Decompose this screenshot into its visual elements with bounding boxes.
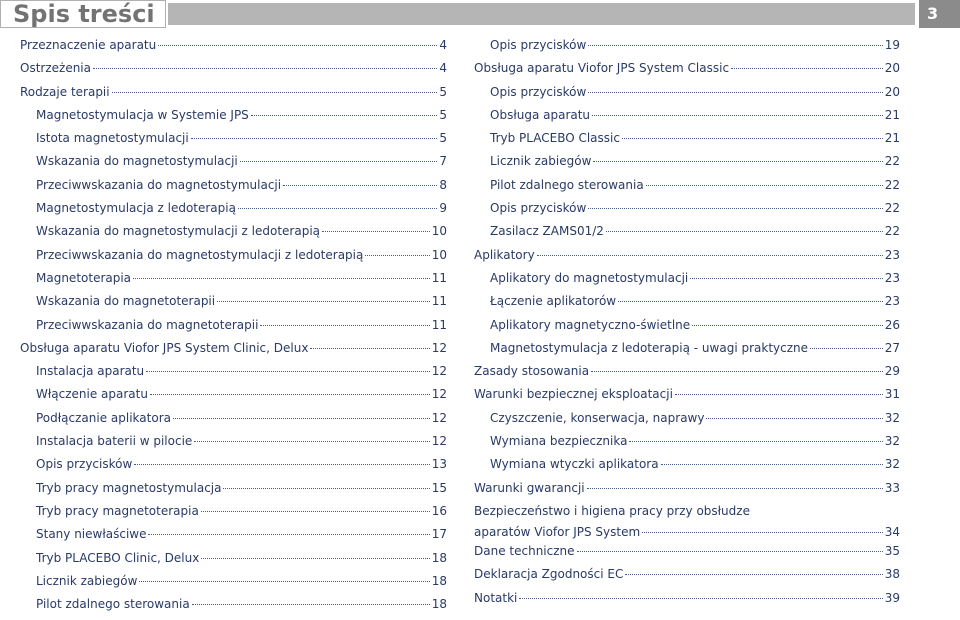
toc-entry[interactable] <box>474 434 900 457</box>
toc-entry[interactable] <box>474 364 900 387</box>
dot-leader <box>240 161 438 162</box>
toc-entry-title: Aplikatory do magnetostymulacji <box>490 270 689 285</box>
toc-entry[interactable] <box>20 248 447 271</box>
dot-leader <box>588 45 882 46</box>
toc-entry[interactable] <box>20 387 447 410</box>
toc-entry-title: Przeciwwskazania do magnetostymulacji <box>36 177 282 192</box>
toc-entry-page: 12 <box>431 340 447 355</box>
toc-entry[interactable] <box>474 457 900 480</box>
toc-entry-title: Bezpieczeństwo i higiena pracy przy obsłudze <box>474 503 750 518</box>
toc-entry-title: Notatki <box>474 590 518 605</box>
toc-entry[interactable] <box>474 387 900 410</box>
toc-entry-title: Rodzaje terapii <box>20 84 110 99</box>
dot-leader <box>238 208 437 209</box>
toc-entry[interactable] <box>20 271 447 294</box>
dot-leader <box>622 138 883 139</box>
toc-entry[interactable] <box>474 61 900 84</box>
toc-entry[interactable] <box>20 411 447 434</box>
toc-entry-page: 35 <box>884 543 900 558</box>
dot-leader <box>593 161 882 162</box>
toc-entry-page: 17 <box>431 527 447 542</box>
toc-entry[interactable] <box>474 341 900 364</box>
dot-leader <box>217 301 430 302</box>
dot-leader <box>692 325 883 326</box>
toc-entry[interactable] <box>474 85 900 108</box>
toc-entry-page: 32 <box>884 410 900 425</box>
toc-entry-title: Pilot zdalnego sterowania <box>490 177 644 192</box>
toc-entry-title: Pilot zdalnego sterowania <box>36 597 190 612</box>
toc-entry-title: Tryb pracy magnetostymulacja <box>36 480 222 495</box>
toc-entry-page: 10 <box>431 224 447 239</box>
toc-entry-title: Zasilacz ZAMS01/2 <box>490 224 604 239</box>
toc-entry-page: 33 <box>884 480 900 495</box>
toc-entry-page: 32 <box>884 434 900 449</box>
toc-entry-page: 11 <box>431 294 447 309</box>
toc-entry-title: Tryb PLACEBO Clinic, Delux <box>36 550 200 565</box>
toc-right-column <box>474 38 900 614</box>
toc-entry[interactable] <box>20 364 447 387</box>
toc-entry[interactable] <box>20 178 447 201</box>
toc-entry-page: 8 <box>439 177 447 192</box>
toc-entry-page: 26 <box>884 317 900 332</box>
toc-entry-page: 11 <box>431 317 447 332</box>
toc-entry-title: Instalacja baterii w pilocie <box>36 434 193 449</box>
toc-entry-title: Magnetoterapia <box>36 270 132 285</box>
toc-entry-page: 39 <box>884 590 900 605</box>
toc-entry-title: Opis przycisków <box>36 457 133 472</box>
toc-entry-title: Podłączanie aplikatora <box>36 410 171 425</box>
toc-entry[interactable] <box>474 294 900 317</box>
toc-entry[interactable] <box>20 294 447 317</box>
toc-entry-title: Opis przycisków <box>490 84 587 99</box>
dot-leader <box>625 574 882 575</box>
toc-entry-title: Tryb pracy magnetoterapia <box>36 503 199 518</box>
dot-leader <box>365 255 429 256</box>
toc-entry[interactable] <box>20 61 447 84</box>
toc-entry[interactable] <box>20 574 447 597</box>
toc-entry-title: Magnetostymulacja w Systemie JPS <box>36 107 249 122</box>
dot-leader <box>731 68 883 69</box>
toc-entry-page: 12 <box>431 434 447 449</box>
dot-leader <box>537 255 883 256</box>
toc-entry-page: 11 <box>431 270 447 285</box>
toc-entry-page: 4 <box>439 61 447 76</box>
toc-entry-title: Dane techniczne <box>474 543 575 558</box>
dot-leader <box>139 581 429 582</box>
toc-entry-title: Łączenie aplikatorów <box>490 294 617 309</box>
toc-entry-page: 5 <box>439 107 447 122</box>
header-bar <box>168 3 915 25</box>
dot-leader <box>223 488 429 489</box>
dot-leader <box>661 464 883 465</box>
toc-entry-page: 23 <box>884 247 900 262</box>
toc-entry-title: Deklaracja Zgodności EC <box>474 567 624 582</box>
toc-entry-page: 13 <box>431 457 447 472</box>
dot-leader <box>112 92 438 93</box>
toc-entry[interactable] <box>474 108 900 131</box>
toc-entry-title: Magnetostymulacja z ledoterapią <box>36 201 236 216</box>
dot-leader <box>158 45 437 46</box>
dot-leader <box>810 348 883 349</box>
toc-entry[interactable] <box>474 271 900 294</box>
toc-entry[interactable] <box>20 318 447 341</box>
toc-entry-page: 27 <box>884 340 900 355</box>
toc-entry-page: 22 <box>884 201 900 216</box>
dot-leader <box>173 418 430 419</box>
toc-entry[interactable] <box>20 38 447 61</box>
toc-entry[interactable] <box>474 567 900 590</box>
dot-leader <box>588 92 882 93</box>
dot-leader <box>150 394 430 395</box>
toc-entry-page: 22 <box>884 224 900 239</box>
page-title: Spis treści <box>0 0 166 28</box>
toc-entry-title: Przeciwwskazania do magnetostymulacji z ledoterapią <box>36 247 364 262</box>
toc-entry[interactable] <box>20 154 447 177</box>
toc-entry-title: Opis przycisków <box>490 38 587 52</box>
dot-leader <box>591 371 883 372</box>
dot-leader <box>675 394 883 395</box>
toc-entry-title: Aplikatory <box>474 247 535 262</box>
dot-leader <box>629 441 882 442</box>
toc-entry-title-line2: aparatów Viofor JPS System <box>474 524 641 539</box>
toc-entry-title: Magnetostymulacja z ledoterapią - uwagi praktyczne <box>490 340 809 355</box>
toc-entry[interactable] <box>20 341 447 364</box>
toc-entry-title: Warunki bezpiecznej eksploatacji <box>474 387 673 402</box>
toc-entry-title: Obsługa aparatu <box>490 107 591 122</box>
toc-entry-page: 4 <box>439 38 447 52</box>
toc-left-column <box>20 38 447 620</box>
dot-leader <box>133 278 430 279</box>
toc-entry-title: Warunki gwarancji <box>474 480 585 495</box>
toc-entry-page: 12 <box>431 410 447 425</box>
dot-leader <box>146 371 430 372</box>
toc-entry-title: Wymiana bezpiecznika <box>490 434 628 449</box>
toc-entry-title: Włączenie aparatu <box>36 387 148 402</box>
dot-leader <box>646 185 883 186</box>
toc-entry[interactable] <box>474 178 900 201</box>
toc-entry[interactable] <box>20 85 447 108</box>
toc-entry-page: 15 <box>431 480 447 495</box>
toc-entry-page: 5 <box>439 131 447 146</box>
toc-entry[interactable] <box>474 224 900 247</box>
toc-entry-title: Przeciwwskazania do magnetoterapii <box>36 317 259 332</box>
toc-entry-page: 22 <box>884 154 900 169</box>
toc-entry[interactable] <box>20 108 447 131</box>
toc-entry-page: 20 <box>884 84 900 99</box>
page-number: 3 <box>919 0 960 28</box>
toc-entry-page: 22 <box>884 177 900 192</box>
toc-entry-page: 34 <box>884 524 900 539</box>
toc-entry-page: 29 <box>884 364 900 379</box>
toc-entry[interactable] <box>474 481 900 504</box>
toc-entry-title: Czyszczenie, konserwacja, naprawy <box>490 410 705 425</box>
toc-entry[interactable] <box>20 527 447 550</box>
dot-leader <box>519 598 882 599</box>
dot-leader <box>606 231 883 232</box>
toc-entry[interactable] <box>474 411 900 434</box>
toc-entry-page: 19 <box>884 38 900 52</box>
toc-entry-page: 38 <box>884 567 900 582</box>
toc-entry[interactable] <box>20 434 447 457</box>
toc-entry[interactable] <box>20 597 447 620</box>
toc-entry-page: 16 <box>431 503 447 518</box>
toc-entry-page: 23 <box>884 294 900 309</box>
toc-entry-page: 5 <box>439 84 447 99</box>
toc-entry-title: Wskazania do magnetostymulacji <box>36 154 238 169</box>
toc-entry-page: 21 <box>884 107 900 122</box>
toc-entry[interactable] <box>474 504 900 544</box>
toc-entry[interactable] <box>20 457 447 480</box>
dot-leader <box>192 604 430 605</box>
toc-entry[interactable] <box>474 154 900 177</box>
toc-entry[interactable] <box>474 38 900 61</box>
toc-entry-page: 18 <box>431 597 447 612</box>
toc-entry-title: Ostrzeżenia <box>20 61 91 76</box>
toc-entry-title: Obsługa aparatu Viofor JPS System Classic <box>474 61 730 76</box>
toc-entry-title: Licznik zabiegów <box>36 573 138 588</box>
toc-entry-title: Wymiana wtyczki aplikatora <box>490 457 659 472</box>
toc-entry-page: 31 <box>884 387 900 402</box>
dot-leader <box>588 208 882 209</box>
toc-entry-title: Wskazania do magnetoterapii <box>36 294 216 309</box>
toc-entry-page: 20 <box>884 61 900 76</box>
toc-entry-page: 12 <box>431 364 447 379</box>
toc-entry[interactable] <box>20 481 447 504</box>
toc-entry-page: 23 <box>884 270 900 285</box>
dot-leader <box>201 558 429 559</box>
toc-entry-title: Licznik zabiegów <box>490 154 592 169</box>
dot-leader <box>706 418 882 419</box>
toc-entry-page: 10 <box>431 247 447 262</box>
toc-entry[interactable] <box>474 248 900 271</box>
toc-entry-page: 32 <box>884 457 900 472</box>
dot-leader <box>93 68 437 69</box>
page-header <box>0 0 960 28</box>
toc-entry-page: 18 <box>431 573 447 588</box>
dot-leader <box>191 138 438 139</box>
toc-entry[interactable] <box>20 504 447 527</box>
dot-leader <box>194 441 429 442</box>
toc-entry[interactable] <box>474 591 900 614</box>
dot-leader <box>201 511 430 512</box>
dot-leader <box>587 488 883 489</box>
dot-leader <box>310 348 429 349</box>
toc-entry-title: Wskazania do magnetostymulacji z ledoterapią <box>36 224 321 239</box>
toc-entry-title: Istota magnetostymulacji <box>36 131 189 146</box>
dot-leader <box>283 185 437 186</box>
toc-entry-title: Aplikatory magnetyczno-świetlne <box>490 317 691 332</box>
toc-entry[interactable] <box>20 224 447 247</box>
toc-entry-title: Zasady stosowania <box>474 364 590 379</box>
toc-entry[interactable] <box>20 551 447 574</box>
dot-leader <box>260 325 429 326</box>
dot-leader <box>322 231 430 232</box>
toc-entry-title: Przeznaczenie aparatu <box>20 38 157 52</box>
toc-entry-page: 9 <box>439 201 447 216</box>
toc-entry-page: 21 <box>884 131 900 146</box>
toc-entry[interactable] <box>20 201 447 224</box>
toc-entry-page: 18 <box>431 550 447 565</box>
toc-entry-title: Tryb PLACEBO Classic <box>490 131 620 146</box>
dot-leader <box>577 551 883 552</box>
toc-entry-title: Obsługa aparatu Viofor JPS System Clinic, Delux <box>20 340 309 355</box>
toc-entry-title: Stany niewłaściwe <box>36 527 147 542</box>
toc-entry-title: Instalacja aparatu <box>36 364 145 379</box>
dot-leader <box>148 534 429 535</box>
toc-entry[interactable] <box>474 544 900 567</box>
toc-entry-page: 12 <box>431 387 447 402</box>
toc-entry[interactable] <box>474 201 900 224</box>
dot-leader <box>134 464 429 465</box>
toc-entry[interactable] <box>20 131 447 154</box>
toc-entry-page: 7 <box>439 154 447 169</box>
dot-leader <box>618 301 883 302</box>
toc-entry[interactable] <box>474 318 900 341</box>
dot-leader <box>592 115 883 116</box>
dot-leader <box>642 532 883 533</box>
dot-leader <box>251 115 438 116</box>
dot-leader <box>690 278 882 279</box>
toc-entry-title: Opis przycisków <box>490 201 587 216</box>
toc-entry[interactable] <box>474 131 900 154</box>
